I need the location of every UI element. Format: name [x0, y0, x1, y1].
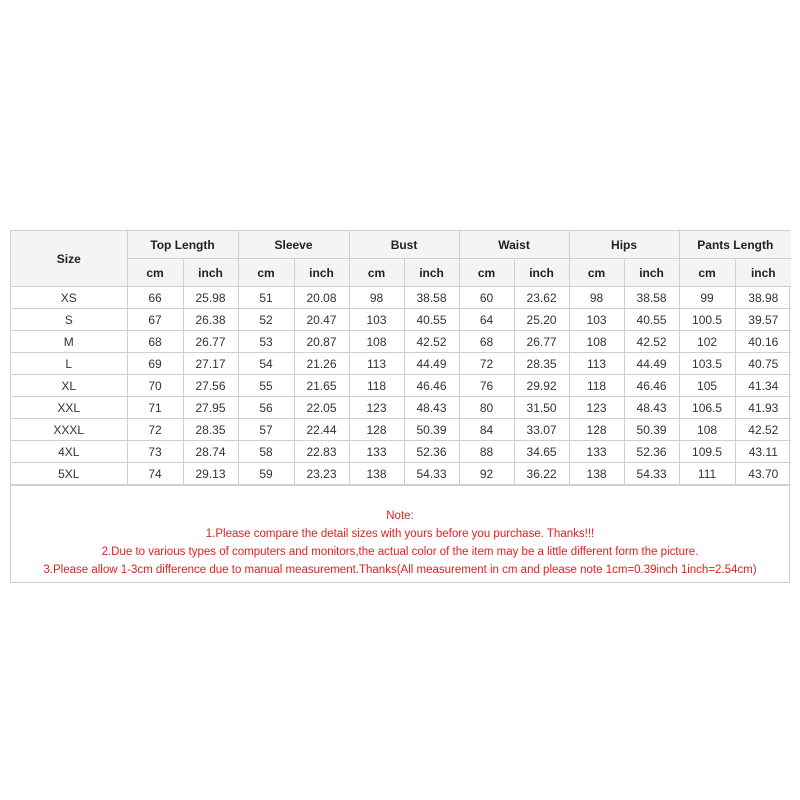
- measurement-cell: 88: [459, 441, 514, 463]
- measurement-cell: 21.65: [294, 375, 349, 397]
- table-row: [11, 353, 791, 375]
- measurement-cell: 44.49: [624, 353, 679, 375]
- measurement-cell: 84: [459, 419, 514, 441]
- unit-header-inch: inch: [514, 259, 569, 287]
- measurement-cell: 54.33: [404, 463, 459, 485]
- table-row: [11, 375, 791, 397]
- measurement-cell: 42.52: [735, 419, 791, 441]
- measurement-cell: 108: [569, 331, 624, 353]
- measurement-cell: 103.5: [679, 353, 735, 375]
- unit-header-cm: cm: [127, 259, 183, 287]
- measurement-cell: 27.56: [183, 375, 238, 397]
- unit-header-cm: cm: [349, 259, 404, 287]
- measurement-cell: 68: [127, 331, 183, 353]
- measurement-cell: 38.98: [735, 287, 791, 309]
- measurement-cell: 108: [679, 419, 735, 441]
- measurement-cell: 72: [459, 353, 514, 375]
- measurement-cell: 22.83: [294, 441, 349, 463]
- measurement-cell: 68: [459, 331, 514, 353]
- measurement-cell: 42.52: [624, 331, 679, 353]
- size-chart: [10, 230, 790, 583]
- measurement-cell: 26.77: [514, 331, 569, 353]
- table-row: [11, 309, 791, 331]
- measurement-cell: 21.26: [294, 353, 349, 375]
- measurement-cell: 41.93: [735, 397, 791, 419]
- measurement-cell: 138: [569, 463, 624, 485]
- measurement-cell: 71: [127, 397, 183, 419]
- measurement-cell: 26.77: [183, 331, 238, 353]
- size-label-cell: XL: [11, 375, 127, 397]
- measurement-cell: 57: [238, 419, 294, 441]
- size-table: [11, 231, 791, 485]
- notes-section: [11, 485, 789, 582]
- measurement-cell: 123: [349, 397, 404, 419]
- measurement-cell: 25.20: [514, 309, 569, 331]
- group-header-row: [11, 231, 791, 259]
- measurement-cell: 72: [127, 419, 183, 441]
- size-label-cell: M: [11, 331, 127, 353]
- measurement-cell: 108: [349, 331, 404, 353]
- measurement-cell: 38.58: [624, 287, 679, 309]
- measurement-cell: 34.65: [514, 441, 569, 463]
- table-row: [11, 419, 791, 441]
- measurement-cell: 98: [569, 287, 624, 309]
- measurement-cell: 38.58: [404, 287, 459, 309]
- group-header: Pants Length: [679, 231, 791, 259]
- measurement-cell: 52.36: [624, 441, 679, 463]
- unit-header-inch: inch: [735, 259, 791, 287]
- measurement-cell: 92: [459, 463, 514, 485]
- measurement-cell: 58: [238, 441, 294, 463]
- measurement-cell: 50.39: [404, 419, 459, 441]
- measurement-cell: 20.47: [294, 309, 349, 331]
- size-label-cell: XS: [11, 287, 127, 309]
- measurement-cell: 106.5: [679, 397, 735, 419]
- measurement-cell: 123: [569, 397, 624, 419]
- measurement-cell: 67: [127, 309, 183, 331]
- measurement-cell: 118: [349, 375, 404, 397]
- measurement-cell: 22.05: [294, 397, 349, 419]
- measurement-cell: 28.74: [183, 441, 238, 463]
- measurement-cell: 56: [238, 397, 294, 419]
- size-label-cell: XXL: [11, 397, 127, 419]
- size-label-cell: 5XL: [11, 463, 127, 485]
- measurement-cell: 29.13: [183, 463, 238, 485]
- measurement-cell: 138: [349, 463, 404, 485]
- measurement-cell: 80: [459, 397, 514, 419]
- measurement-cell: 22.44: [294, 419, 349, 441]
- measurement-cell: 133: [569, 441, 624, 463]
- measurement-cell: 99: [679, 287, 735, 309]
- unit-header-cm: cm: [238, 259, 294, 287]
- table-row: [11, 331, 791, 353]
- table-row: [11, 287, 791, 309]
- measurement-cell: 52: [238, 309, 294, 331]
- group-header: Hips: [569, 231, 679, 259]
- table-row: [11, 397, 791, 419]
- table-header: [11, 231, 791, 287]
- measurement-cell: 44.49: [404, 353, 459, 375]
- measurement-cell: 128: [349, 419, 404, 441]
- unit-header-cm: cm: [569, 259, 624, 287]
- note-title: Note:: [386, 510, 414, 522]
- measurement-cell: 54: [238, 353, 294, 375]
- measurement-cell: 40.75: [735, 353, 791, 375]
- measurement-cell: 46.46: [404, 375, 459, 397]
- measurement-cell: 20.08: [294, 287, 349, 309]
- group-header: Waist: [459, 231, 569, 259]
- measurement-cell: 28.35: [183, 419, 238, 441]
- measurement-cell: 42.52: [404, 331, 459, 353]
- measurement-cell: 53: [238, 331, 294, 353]
- unit-header-inch: inch: [624, 259, 679, 287]
- size-label-cell: XXXL: [11, 419, 127, 441]
- note-line-1: 1.Please compare the detail sizes with yours before you purchase. Thanks!!!: [205, 528, 595, 540]
- measurement-cell: 50.39: [624, 419, 679, 441]
- measurement-cell: 59: [238, 463, 294, 485]
- measurement-cell: 133: [349, 441, 404, 463]
- unit-header-inch: inch: [404, 259, 459, 287]
- measurement-cell: 43.11: [735, 441, 791, 463]
- measurement-cell: 118: [569, 375, 624, 397]
- unit-header-cm: cm: [679, 259, 735, 287]
- note-line-2: 2.Due to various types of computers and monitors,the actual color of the item may be a little different form the picture.: [101, 546, 699, 558]
- measurement-cell: 43.70: [735, 463, 791, 485]
- unit-header-inch: inch: [294, 259, 349, 287]
- measurement-cell: 20.87: [294, 331, 349, 353]
- size-label-cell: S: [11, 309, 127, 331]
- measurement-cell: 48.43: [624, 397, 679, 419]
- measurement-cell: 36.22: [514, 463, 569, 485]
- unit-header-inch: inch: [183, 259, 238, 287]
- group-header: Sleeve: [238, 231, 349, 259]
- measurement-cell: 113: [349, 353, 404, 375]
- measurement-cell: 23.23: [294, 463, 349, 485]
- measurement-cell: 39.57: [735, 309, 791, 331]
- measurement-cell: 64: [459, 309, 514, 331]
- measurement-cell: 27.95: [183, 397, 238, 419]
- group-header: Top Length: [127, 231, 238, 259]
- measurement-cell: 29.92: [514, 375, 569, 397]
- measurement-cell: 55: [238, 375, 294, 397]
- measurement-cell: 60: [459, 287, 514, 309]
- measurement-cell: 31.50: [514, 397, 569, 419]
- measurement-cell: 28.35: [514, 353, 569, 375]
- table-row: [11, 463, 791, 485]
- unit-header-row: [11, 259, 791, 287]
- measurement-cell: 23.62: [514, 287, 569, 309]
- measurement-cell: 98: [349, 287, 404, 309]
- measurement-cell: 27.17: [183, 353, 238, 375]
- measurement-cell: 40.55: [624, 309, 679, 331]
- table-body: [11, 287, 791, 485]
- measurement-cell: 26.38: [183, 309, 238, 331]
- size-column-header: Size: [11, 231, 127, 287]
- measurement-cell: 100.5: [679, 309, 735, 331]
- group-header: Bust: [349, 231, 459, 259]
- table-row: [11, 441, 791, 463]
- measurement-cell: 73: [127, 441, 183, 463]
- measurement-cell: 66: [127, 287, 183, 309]
- measurement-cell: 40.16: [735, 331, 791, 353]
- measurement-cell: 113: [569, 353, 624, 375]
- measurement-cell: 33.07: [514, 419, 569, 441]
- size-label-cell: L: [11, 353, 127, 375]
- measurement-cell: 76: [459, 375, 514, 397]
- measurement-cell: 25.98: [183, 287, 238, 309]
- measurement-cell: 52.36: [404, 441, 459, 463]
- measurement-cell: 46.46: [624, 375, 679, 397]
- measurement-cell: 128: [569, 419, 624, 441]
- measurement-cell: 40.55: [404, 309, 459, 331]
- unit-header-cm: cm: [459, 259, 514, 287]
- measurement-cell: 109.5: [679, 441, 735, 463]
- measurement-cell: 48.43: [404, 397, 459, 419]
- measurement-cell: 74: [127, 463, 183, 485]
- measurement-cell: 102: [679, 331, 735, 353]
- measurement-cell: 41.34: [735, 375, 791, 397]
- measurement-cell: 70: [127, 375, 183, 397]
- measurement-cell: 103: [569, 309, 624, 331]
- measurement-cell: 54.33: [624, 463, 679, 485]
- size-label-cell: 4XL: [11, 441, 127, 463]
- measurement-cell: 69: [127, 353, 183, 375]
- note-line-3: 3.Please allow 1-3cm difference due to manual measurement.Thanks(All measurement in cm and please note 1cm=0.39inch 1inch=2.54cm): [43, 564, 757, 576]
- measurement-cell: 103: [349, 309, 404, 331]
- measurement-cell: 51: [238, 287, 294, 309]
- measurement-cell: 111: [679, 463, 735, 485]
- measurement-cell: 105: [679, 375, 735, 397]
